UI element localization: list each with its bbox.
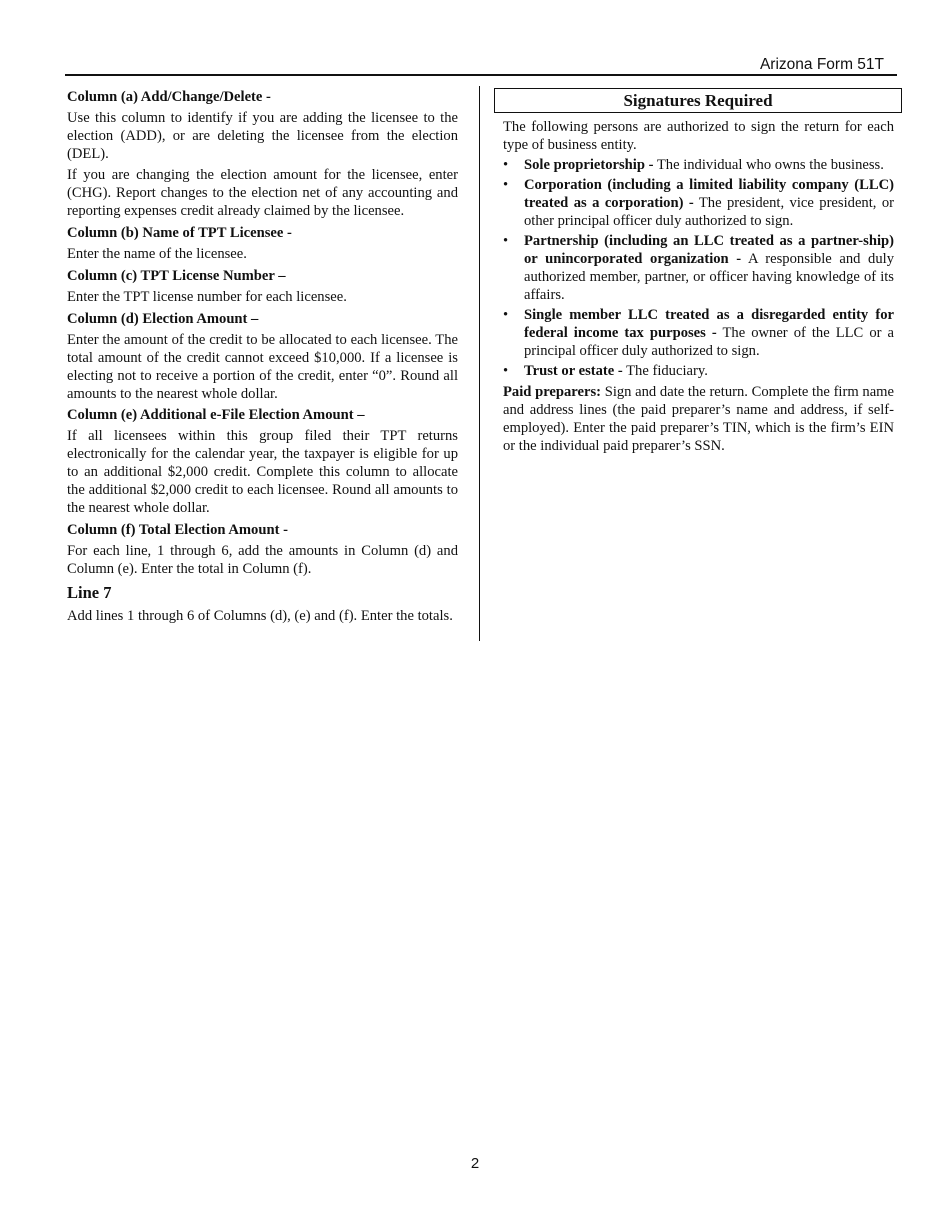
line-7-paragraph: Add lines 1 through 6 of Columns (d), (e) and (f). Enter the totals. [67,608,453,624]
entity-label: Trust or estate - [524,363,623,379]
line-7-heading: Line 7 [67,583,112,602]
entity-item-trust-or-estate [503,362,894,380]
column-c-paragraph: Enter the TPT license number for each licensee. [67,289,347,305]
left-column [67,88,458,628]
column-b-heading: Column (b) Name of TPT Licensee - [67,225,292,241]
paid-preparers-text: Sign and date the return. Complete the firm name and address lines (the paid preparer’s name and address, if self-employed). Enter the paid preparer’s TIN, which is the firm’s EIN or the individual paid preparer’s SSN. [503,384,894,454]
entity-text: The fiduciary. [622,363,708,379]
column-divider [479,86,480,641]
entity-list [503,156,894,380]
bullet-icon: • [503,157,509,173]
entity-text: The individual who owns the business. [653,157,884,173]
bullet-icon: • [503,307,509,323]
page-number: 2 [470,1155,480,1172]
column-d-heading: Column (d) Election Amount – [67,311,259,327]
entity-label: Single member LLC treated as a disregarded entity for federal income tax purposes - [524,307,894,341]
entity-label: Corporation (including a limited liability company (LLC) treated as a corporation) - [524,177,894,211]
column-e-heading: Column (e) Additional e-File Election Amount – [67,407,365,423]
bullet-icon: • [503,363,509,379]
entity-item-corporation [503,176,894,230]
form-title: Arizona Form 51T [759,56,884,73]
column-b-paragraph: Enter the name of the licensee. [67,246,247,262]
entity-text: The president, vice president, or other principal officer duly authorized to sign. [524,195,894,229]
paid-preparers-label: Paid preparers: [503,384,602,400]
paid-preparers-paragraph [503,383,894,455]
column-a-paragraph-1: Use this column to identify if you are adding the licensee to the election (ADD), or are deleting the licensee from the election (DEL). [67,110,458,162]
signatures-intro: The following persons are authorized to sign the return for each type of business entity. [503,119,894,153]
column-d-paragraph: Enter the amount of the credit to be allocated to each licensee. The total amount of the credit cannot exceed $10,000. If a licensee is electing not to receive a portion of the credit, enter “0”. Round all amounts to the nearest whole dollar. [67,332,458,402]
bullet-icon: • [503,233,509,249]
bullet-icon: • [503,177,509,193]
entity-label: Partnership (including an LLC treated as a partner-ship) or unincorporated organization - [524,233,894,267]
entity-text: A responsible and duly authorized member, partner, or officer having knowledge of its affairs. [524,251,894,303]
column-f-heading: Column (f) Total Election Amount - [67,522,288,538]
right-column [503,118,894,457]
column-c-heading: Column (c) TPT License Number – [67,268,286,284]
signatures-required-title: Signatures Required [494,88,902,113]
column-e-paragraph: If all licensees within this group filed their TPT returns electronically for the calendar year, the taxpayer is eligible for up to an additional $2,000 credit. Complete this column to allocate the additional $2,000 credit to each licensee. Round all amounts to the nearest whole dollar. [67,428,458,516]
entity-item-single-member-llc [503,306,894,360]
column-a-heading: Column (a) Add/Change/Delete - [67,89,271,105]
header-rule [65,74,897,76]
entity-label: Sole proprietorship - [524,157,654,173]
column-a-paragraph-2: If you are changing the election amount for the licensee, enter (CHG). Report changes to the election net of any accounting and reporting expenses credit already claimed by the licensee. [67,167,458,219]
entity-text: The owner of the LLC or a principal officer duly authorized to sign. [524,325,894,359]
column-f-paragraph: For each line, 1 through 6, add the amounts in Column (d) and Column (e). Enter the total in Column (f). [67,543,458,577]
entity-item-sole-proprietorship [503,156,894,174]
entity-item-partnership [503,232,894,304]
